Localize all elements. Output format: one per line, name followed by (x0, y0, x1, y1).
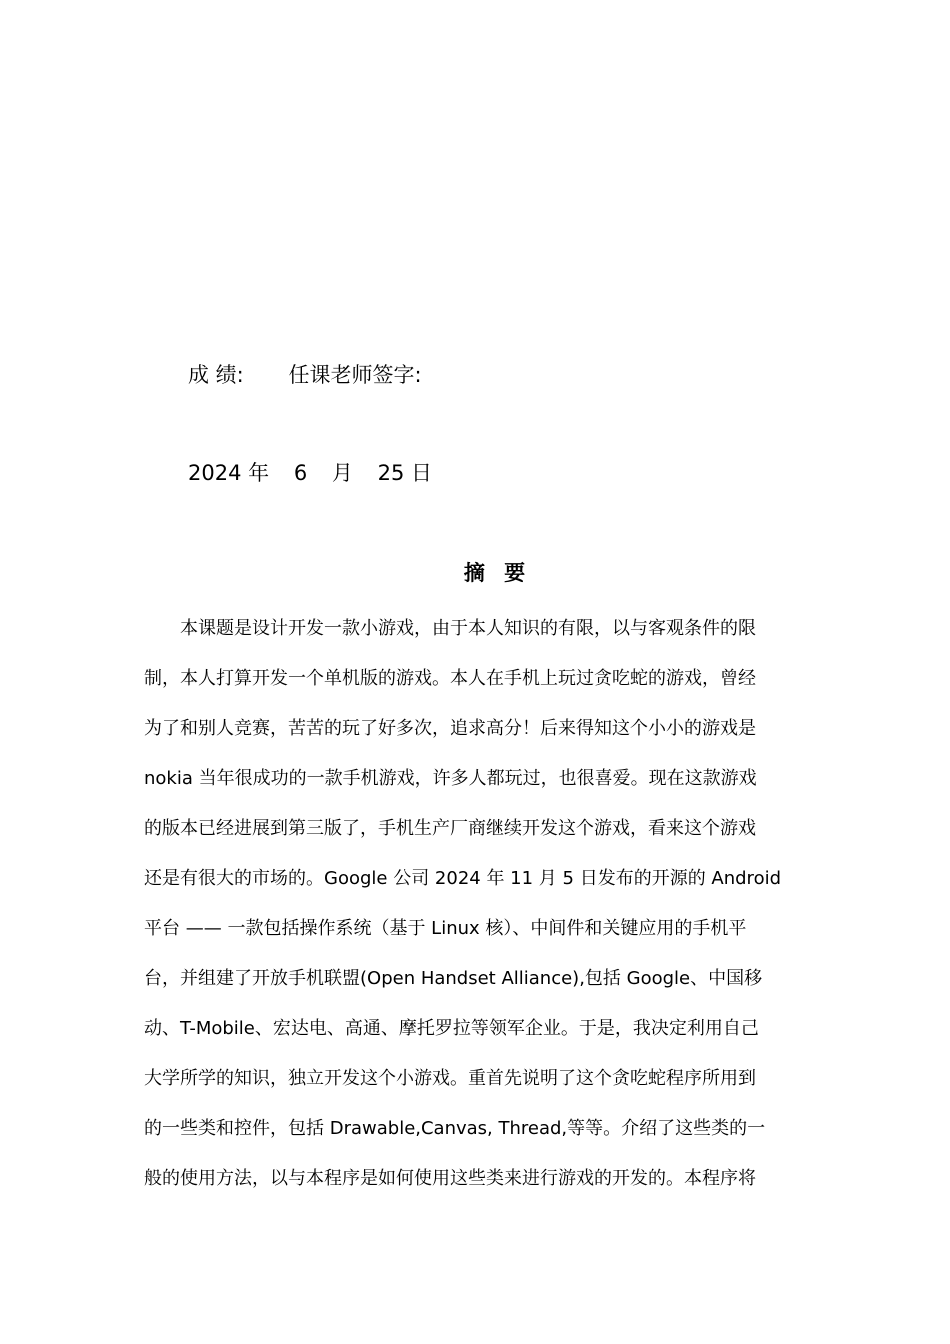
date-year: 2024 (188, 461, 242, 485)
date-month-unit: 月 (331, 461, 353, 485)
date-day: 25 (377, 461, 405, 485)
abstract-line: 的版本已经进展到第三版了，手机生产厂商继续开发这个游戏，看来这个游戏 (144, 818, 756, 839)
abstract-line: 制，本人打算开发一个单机版的游戏。本人在手机上玩过贪吃蛇的游戏，曾经 (144, 668, 756, 689)
abstract-line: 动、T-Mobile、宏达电、高通、摩托罗拉等领军企业。于是，我决定利用自己 (144, 1018, 759, 1039)
abstract-line: 般的使用方法，以与本程序是如何使用这些类来进行游戏的开发的。本程序将 (144, 1168, 756, 1189)
abstract-line: 大学所学的知识，独立开发这个小游戏。重首先说明了这个贪吃蛇程序所用到 (144, 1068, 756, 1089)
abstract-title: 摘 要 (463, 561, 532, 585)
grade-line (188, 360, 422, 390)
abstract-line: 平台 —— 一款包括操作系统（基于 Linux 核）、中间件和关键应用的手机平 (144, 918, 747, 939)
abstract-line: 为了和别人竞赛，苦苦的玩了好多次，追求高分！后来得知这个小小的游戏是 (144, 718, 756, 739)
date-year-unit: 年 (248, 461, 270, 485)
abstract-line: 本课题是设计开发一款小游戏，由于本人知识的有限，以与客观条件的限 (144, 618, 756, 639)
abstract-line: nokia 当年很成功的一款手机游戏，许多人都玩过，也很喜爱。现在这款游戏 (144, 768, 757, 789)
date-month: 6 (293, 461, 308, 485)
abstract-body (144, 604, 808, 1204)
abstract-line: 的一些类和控件，包括 Drawable,Canvas, Thread,等等。介绍了这些类的一 (144, 1118, 766, 1139)
teacher-signature-label: 任课老师签字: (288, 363, 422, 387)
date-line (188, 458, 432, 488)
abstract-line: 台，并组建了开放手机联盟(Open Handset Alliance),包括 Google、中国移 (144, 968, 763, 989)
abstract-line: 还是有很大的市场的。Google 公司 2024 年 11 月 5 日发布的开源的 Android (144, 868, 782, 889)
grade-label: 成 绩: (188, 363, 244, 387)
date-day-unit: 日 (411, 461, 432, 485)
